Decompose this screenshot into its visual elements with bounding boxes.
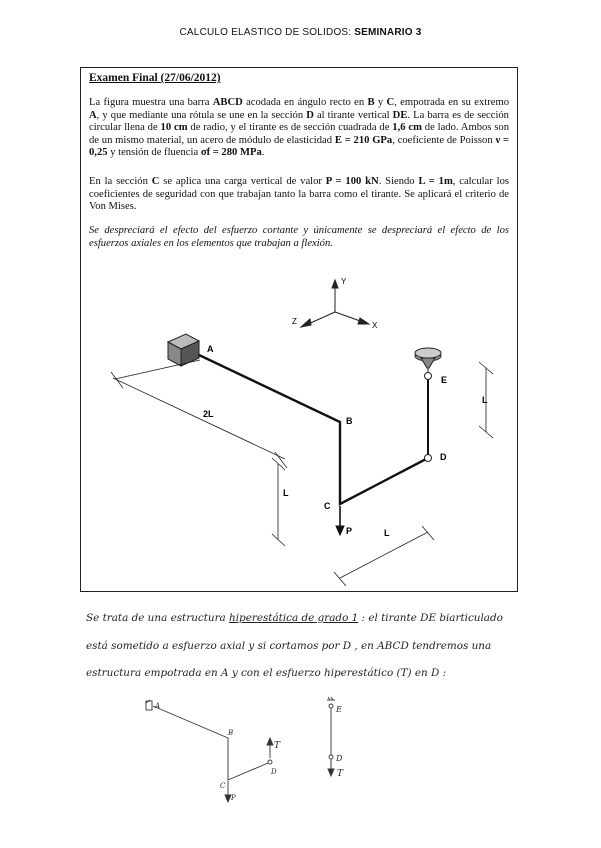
axis-x-label: X [372,321,378,330]
sketch-label-e: E [336,705,342,714]
sketch-label-d: D [271,768,277,776]
load-arrow-icon [336,506,344,535]
assumption-note: Se despreciará el efecto del esfuerzo cortante y únicamente se despreciará el efecto de los esfuerzos axiales en los elementos que trabajan a flexión. [89,225,509,249]
label-e: E [441,375,448,385]
hinge-d-icon [425,455,432,462]
bar-abcd [199,355,428,504]
exam-title: Examen Final (27/06/2012) [89,72,221,84]
load-statement: En la sección C se aplica una carga vertical de valor P = 100 kN. Siendo L = 1m, calcular los coeficientes de seguridad con que trabajan tanto la barra como el tirante. Se aplicará el criterio de Von Mises. [89,176,509,213]
hand-sketch [146,697,335,802]
label-b: B [346,416,353,426]
dim-l-vertical-label: L [283,488,289,498]
sketch-label-a: A [155,702,161,710]
axis-z-label: Z [292,317,297,326]
dim-l-right-label: L [482,395,488,405]
sketch-label-p: P [231,794,236,802]
dim-l-bottom-label: L [384,528,390,538]
label-a: A [207,344,214,354]
page-header: CALCULO ELASTICO DE SOLIDOS: SEMINARIO 3 [179,27,422,38]
label-c: C [324,501,331,511]
sketch-label-c: C [220,782,226,790]
handwritten-line-3: estructura empotrada en A y con el esfuerzo hiperestático (T) en D : [86,667,447,679]
label-p: P [346,526,353,536]
dimension-lines [111,360,493,586]
sketch-label-t1: T [274,741,281,751]
sketch-label-t2: T [337,769,344,779]
handwritten-line-1: Se trata de una estructura hiperestática de grado 1 : el tirante DE biarticulado [86,612,503,624]
label-d: D [440,452,447,462]
sketch-label-d2: D [336,754,343,763]
hinge-e-icon [425,373,432,380]
dim-2l-label: 2L [203,409,214,419]
ceiling-support-icon [415,348,441,372]
axis-y-label: Y [341,277,347,286]
axes-icon [301,280,369,327]
handwritten-line-2: está sometido a esfuerzo axial y si cortamos por D , en ABCD tendremos una [86,640,492,652]
problem-statement: La figura muestra una barra ABCD acodada en ángulo recto en B y C, empotrada en su extremo A, y que mediante una rótula se une en la sección D al tirante vertical DE. La barra es de sección circular llena de 10 cm de radio, y el tirante es de sección cuadrada de 1,6 cm de lado. Ambos son de un mismo material, un acero de módulo de elasticidad E = 210 GPa, coeficiente de Poisson ν = 0,25 y tensión de fluencia σf = 280 MPa. [89,97,510,159]
sketch-label-b: B [228,729,234,737]
